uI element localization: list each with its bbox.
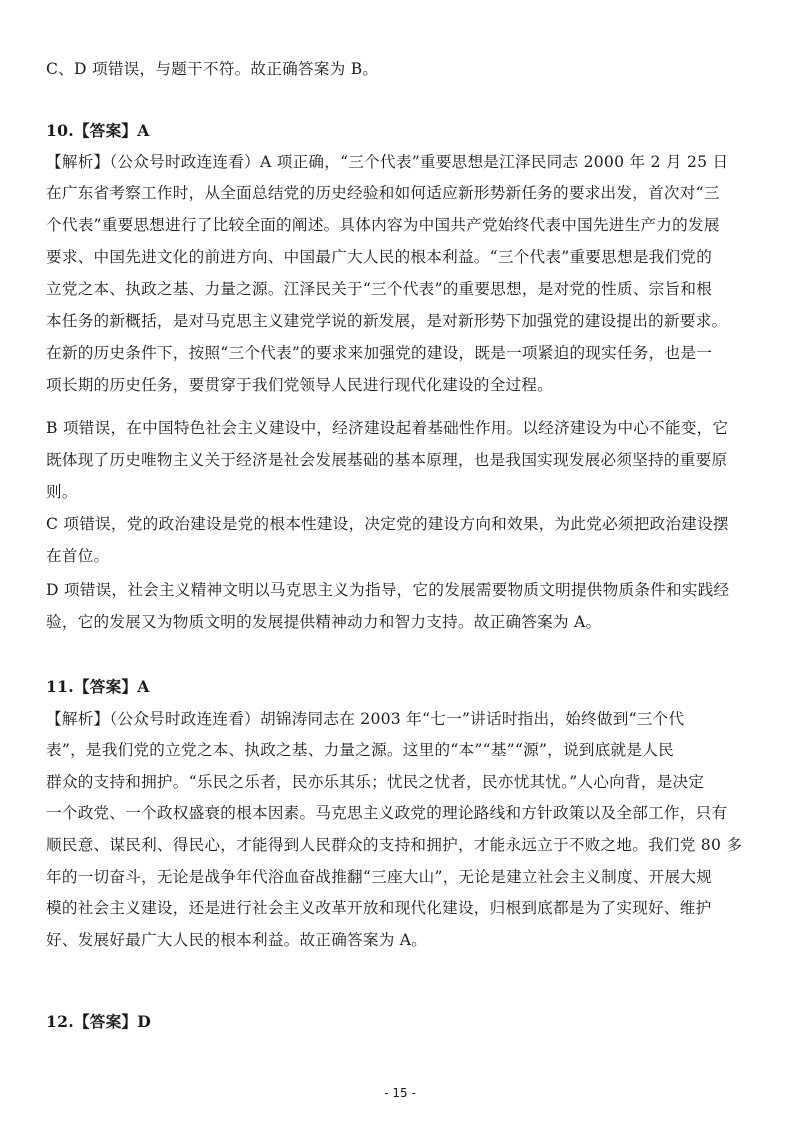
text-line: 在首位。 [46,547,110,565]
text-line: C 项错误，党的政治建设是党的根本性建设，决定党的建设方向和效果，为此党必须把政治建设摆 [46,515,729,533]
text-line: D 项错误，社会主义精神文明以马克思主义为指导，它的发展需要物质文明提供物质条件和实践经 [46,581,730,599]
text-line: 立党之本、执政之基、力量之源。江泽民关于“三个代表”的重要思想，是对党的性质、宗旨和根 [46,280,713,298]
text-line: C、D 项错误，与题干不符。故正确答案为 B。 [46,60,379,78]
question-12-answer-heading: 12.【答案】D [46,1012,152,1031]
text-line: 本任务的新概括，是对马克思主义建党学说的新发展，是对新形势下加强党的建设提出的新要求。 [46,312,728,330]
text-line: 既体现了历史唯物主义关于经济是社会发展基础的基本原理，也是我国实现发展必须坚持的重要原 [46,451,728,469]
text-line: 顺民意、谋民利、得民心，才能得到人民群众的支持和拥护，才能永远立于不败之地。我们党 80 多 [46,836,743,854]
text-line: 验，它的发展又为物质文明的发展提供精神动力和智力支持。故正确答案为 A。 [46,613,602,631]
text-line: B 项错误，在中国特色社会主义建设中，经济建设起着基础性作用。以经济建设为中心不能变，它 [46,419,729,437]
text-line: 则。 [46,483,78,501]
question-11-answer-heading: 11.【答案】A [46,677,150,696]
text-line: 表”，是我们党的立党之本、执政之基、力量之源。这里的“本”“基”“源”，说到底就是人民 [46,741,674,759]
text-line: 群众的支持和拥护。“乐民之乐者，民亦乐其乐；忧民之忧者，民亦忧其忧。”人心向背，是决定 [46,773,705,791]
text-line: 要求、中国先进文化的前进方向、中国最广大人民的根本利益。“三个代表”重要思想是我们党的 [46,248,713,266]
text-line: 【解析】（公众号时政连连看）胡锦涛同志在 2003 年“七一”讲话时指出，始终做到“三个代 [46,710,685,728]
text-line: 【解析】（公众号时政连连看）A 项正确，“三个代表”重要思想是江泽民同志 2000 年 2 月 25 日 [46,153,729,171]
page-number: - 15 - [384,1086,416,1100]
text-line: 模的社会主义建设，还是进行社会主义改革开放和现代化建设，归根到底都是为了实现好、维护 [46,899,712,917]
text-line: 在广东省考察工作时，从全面总结党的历史经验和如何适应新形势新任务的要求出发，首次对“三 [46,184,720,202]
text-line: 个代表”重要思想进行了比较全面的阐述。具体内容为中国共产党始终代表中国先进生产力的发展 [46,216,720,234]
question-10-answer-heading: 10.【答案】A [46,121,150,140]
text-line: 一个政党、一个政权盛衰的根本因素。马克思主义政党的理论路线和方针政策以及全部工作，只有 [46,804,728,822]
text-line: 好、发展好最广大人民的根本利益。故正确答案为 A。 [46,931,428,949]
text-line: 在新的历史条件下，按照“三个代表”的要求来加强党的建设，既是一项紧迫的现实任务，也是一 [46,344,713,362]
text-line: 项长期的历史任务，要贯穿于我们党领导人民进行现代化建设的全过程。 [46,376,554,394]
text-line: 年的一切奋斗，无论是战争年代浴血奋战推翻“三座大山”，无论是建立社会主义制度、开展大规 [46,868,713,886]
